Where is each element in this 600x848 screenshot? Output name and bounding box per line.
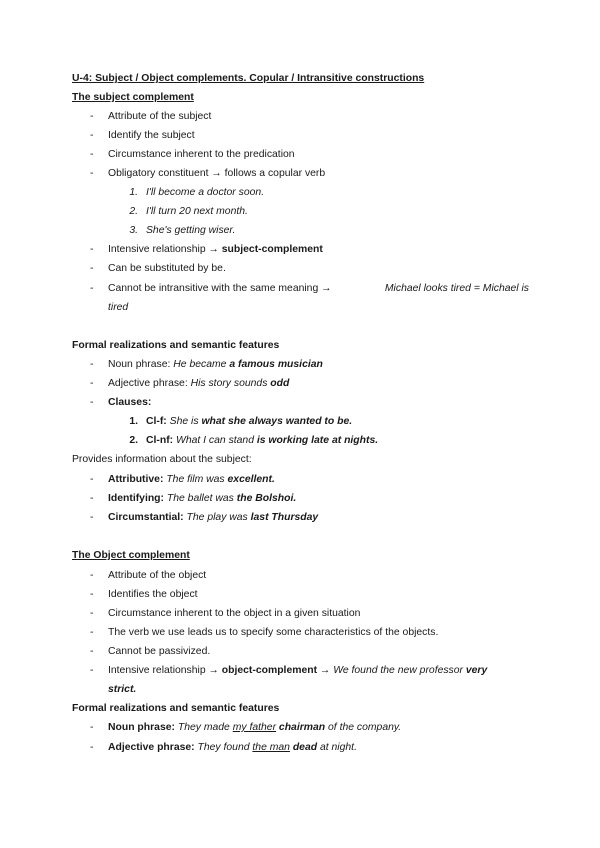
intransitive-example-end: tired (108, 302, 129, 313)
list-item (0, 508, 600, 527)
subject-complement-heading: The subject complement (72, 92, 194, 103)
bullet-dash: - (90, 512, 94, 523)
bullet-dash: - (90, 397, 94, 408)
list-item (0, 623, 600, 642)
identifying-label: Identifying: (108, 493, 167, 504)
clause-example-bold: what she always wanted to be. (201, 416, 353, 427)
numbered-example (0, 183, 600, 202)
noun-label: Noun phrase: (108, 359, 174, 370)
list-item-text: Circumstance inherent to the predication (108, 149, 295, 160)
numbered-clause (0, 431, 600, 450)
bullet-dash: - (90, 130, 94, 141)
clause-example-bold: is working late at nights. (256, 435, 379, 446)
numbered-clause (0, 412, 600, 431)
bullet-dash: - (90, 742, 94, 753)
list-item-text (108, 738, 357, 757)
adj-example: They found (197, 742, 253, 753)
list-item-text (108, 279, 529, 298)
list-item-text (108, 240, 323, 259)
clauses-label: Clauses: (108, 397, 152, 408)
noun-label: Noun phrase: (108, 722, 178, 733)
bullet-dash: - (90, 149, 94, 160)
intensive-example-bold-end: strict. (108, 684, 137, 695)
formal-oc-heading-line (0, 699, 600, 718)
adj-example-bold: dead (289, 742, 318, 753)
list-item-text: Identify the subject (108, 130, 195, 141)
example-number: 3. (129, 225, 138, 236)
example-text: I'll become a doctor soon. (146, 187, 265, 198)
bullet-dash: - (90, 283, 94, 294)
bullet-dash: - (90, 378, 94, 389)
attributive-label: Attributive: (108, 474, 167, 485)
bullet-dash: - (90, 244, 94, 255)
circumstantial-example: The play was (186, 512, 251, 523)
list-item (0, 661, 600, 680)
list-item (0, 718, 600, 737)
adj-label: Adjective phrase: (108, 742, 198, 753)
formal-sc-heading: Formal realizations and semantic features (72, 340, 280, 351)
intensive-arrow: → (317, 665, 334, 676)
list-item-text (108, 355, 323, 374)
bullet-dash: - (90, 589, 94, 600)
subject-complement-heading-line (0, 88, 600, 107)
list-item (0, 374, 600, 393)
bullet-dash: - (90, 608, 94, 619)
intensive-term: object-complement (221, 665, 318, 676)
intensive-example: We found the new professor (333, 665, 466, 676)
list-item-text (108, 489, 296, 508)
identifying-example-bold: the Bolshoi. (236, 493, 297, 504)
noun-example-underlined: my father (232, 722, 277, 733)
list-item-continuation (0, 680, 600, 699)
list-item-text (108, 508, 318, 527)
list-item (0, 642, 600, 661)
intransitive-example: Michael looks tired = Michael is (384, 283, 529, 294)
example-number: 1. (129, 187, 138, 198)
bullet-dash: - (90, 263, 94, 274)
adj-example: His story sounds (190, 378, 271, 389)
list-item (0, 393, 600, 412)
list-item-text: Attribute of the object (108, 570, 207, 581)
intensive-prefix: Intensive relationship → (108, 665, 222, 676)
example-number: 2. (129, 206, 138, 217)
clause-label: Cl-f: (146, 416, 170, 427)
noun-example-bold: a famous musician (229, 359, 323, 370)
noun-example-bold: chairman (276, 722, 326, 733)
list-item (0, 259, 600, 278)
clause-number: 2. (129, 435, 138, 446)
clause-example: She is (169, 416, 202, 427)
clause-number: 1. (129, 416, 138, 427)
bullet-dash: - (90, 570, 94, 581)
bullet-dash: - (90, 168, 94, 179)
noun-example: They made (177, 722, 233, 733)
object-complement-heading-line (0, 546, 600, 565)
list-item-text (108, 374, 289, 393)
doc-title-line (0, 69, 600, 88)
bullet-dash: - (90, 359, 94, 370)
adj-label: Adjective phrase: (108, 378, 191, 389)
adj-example-bold: odd (270, 378, 290, 389)
numbered-example (0, 202, 600, 221)
list-item (0, 566, 600, 585)
bullet-dash: - (90, 627, 94, 638)
list-item-continuation (0, 298, 600, 317)
list-item-text: Can be substituted by be. (108, 263, 226, 274)
provides-text: Provides information about the subject: (72, 454, 252, 465)
list-item-text: Circumstance inherent to the object in a given situation (108, 608, 361, 619)
list-item (0, 145, 600, 164)
list-item-text: The verb we use leads us to specify some characteristics of the objects. (108, 627, 439, 638)
clause-text (146, 412, 352, 431)
circumstantial-label: Circumstantial: (108, 512, 187, 523)
adj-example-underlined: the man (252, 742, 290, 753)
list-item-text (108, 470, 275, 489)
list-item-text: Identifies the object (108, 589, 198, 600)
bullet-dash: - (90, 646, 94, 657)
bullet-dash: - (90, 474, 94, 485)
list-item (0, 489, 600, 508)
object-complement-heading: The Object complement (72, 550, 190, 561)
numbered-example (0, 221, 600, 240)
adj-example-end: at night. (317, 742, 357, 753)
attributive-example-bold: excellent. (227, 474, 275, 485)
list-item (0, 470, 600, 489)
list-item-text (108, 661, 487, 680)
list-item (0, 107, 600, 126)
noun-example-end: of the company. (325, 722, 402, 733)
formal-sc-heading-line (0, 336, 600, 355)
clause-label: Cl-nf: (146, 435, 177, 446)
clause-text (146, 431, 378, 450)
list-item (0, 240, 600, 259)
circumstantial-example-bold: last Thursday (250, 512, 319, 523)
list-item-text: Attribute of the subject (108, 111, 212, 122)
list-item (0, 604, 600, 623)
bullet-dash: - (90, 493, 94, 504)
attributive-example: The film was (166, 474, 228, 485)
intensive-prefix: Intensive relationship → (108, 244, 222, 255)
intensive-term: subject-complement (221, 244, 323, 255)
list-item-text (108, 718, 401, 737)
list-item (0, 164, 600, 183)
intransitive-prefix: Cannot be intransitive with the same meaning → (108, 283, 332, 294)
intensive-example-bold: very (465, 665, 488, 676)
identifying-example: The ballet was (166, 493, 237, 504)
noun-example: He became (173, 359, 230, 370)
doc-title: U-4: Subject / Object complements. Copular / Intransitive constructions (72, 73, 425, 84)
list-item (0, 355, 600, 374)
list-item (0, 279, 600, 298)
provides-line (0, 450, 600, 469)
bullet-dash: - (90, 722, 94, 733)
formal-oc-heading: Formal realizations and semantic features (72, 703, 280, 714)
clause-example: What I can stand (176, 435, 257, 446)
example-text: I'll turn 20 next month. (146, 206, 248, 217)
example-text: She's getting wiser. (146, 225, 236, 236)
list-item-text: Obligatory constituent → follows a copular verb (108, 168, 326, 179)
bullet-dash: - (90, 111, 94, 122)
list-item-text: Cannot be passivized. (108, 646, 211, 657)
list-item (0, 126, 600, 145)
bullet-dash: - (90, 665, 94, 676)
list-item (0, 738, 600, 757)
list-item (0, 585, 600, 604)
